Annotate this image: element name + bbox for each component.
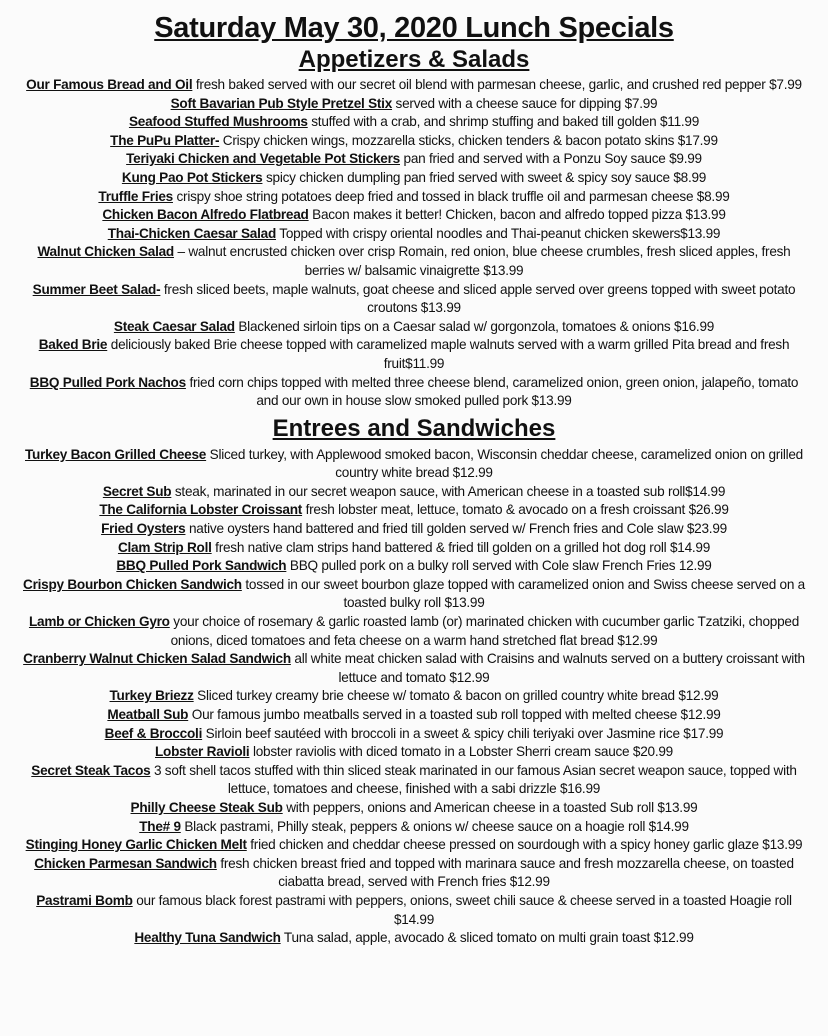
- menu-item-description: pan fried and served with a Ponzu Soy sauce $9.99: [399, 151, 702, 167]
- menu-item: [22, 225, 806, 244]
- menu-item-name: Thai-Chicken Caesar Salad: [107, 225, 277, 241]
- menu-item-description: fresh baked served with our secret oil blend with parmesan cheese, garlic, and crushed red pepper $7.99: [192, 77, 802, 92]
- menu-item-name: Kung Pao Pot Stickers: [121, 169, 263, 185]
- menu-item-description: Bacon makes it better! Chicken, bacon and alfredo topped pizza $13.99: [308, 207, 726, 223]
- menu-item-description: Topped with crispy oriental noodles and Thai-peanut chicken skewers$13.99: [276, 225, 721, 241]
- menu-item-description: tossed in our sweet bourbon glaze topped with caramelized onion and Swiss cheese served on a toasted bulky roll $13.99: [241, 576, 805, 611]
- menu-item: [22, 95, 806, 114]
- menu-item-name: Clam Strip Roll: [117, 539, 212, 555]
- menu-item-name: Turkey Bacon Grilled Cheese: [25, 446, 207, 462]
- menu-item-name: The# 9: [139, 818, 181, 834]
- menu-item-description: fried chicken and cheddar cheese pressed on sourdough with a spicy honey garlic glaze $13.99: [246, 837, 803, 853]
- menu-item: [22, 206, 806, 225]
- section-heading: Appetizers & Salads: [298, 46, 530, 73]
- menu-item: [22, 150, 806, 169]
- menu-item: [22, 336, 806, 373]
- menu-item: [22, 929, 806, 948]
- menu-item-description: Sliced turkey creamy brie cheese w/ tomato & bacon on grilled country white bread $12.99: [193, 688, 719, 704]
- menu-item-description: fresh native clam strips hand battered & fried till golden on a grilled hot dog roll $14.99: [211, 539, 711, 555]
- menu-item-name: Meatball Sub: [107, 707, 189, 722]
- menu-item-name: Turkey Briezz: [109, 688, 194, 704]
- menu-item: [22, 243, 806, 280]
- menu-item: [22, 169, 806, 188]
- menu-item-name: The PuPu Platter-: [110, 132, 220, 148]
- menu-item-name: Chicken Parmesan Sandwich: [34, 855, 217, 871]
- menu-item-description: Tuna salad, apple, avocado & sliced tomato on multi grain toast $12.99: [280, 930, 694, 946]
- menu-item-name: Healthy Tuna Sandwich: [134, 930, 281, 946]
- menu-item: [22, 281, 806, 318]
- menu-item-name: Walnut Chicken Salad: [37, 244, 174, 260]
- menu-item-name: Pastrami Bomb: [36, 892, 133, 908]
- page-title: Saturday May 30, 2020 Lunch Specials: [154, 12, 674, 44]
- menu-item-description: lobster raviolis with diced tomato in a Lobster Sherri cream sauce $20.99: [249, 744, 673, 760]
- menu-item-name: Teriyaki Chicken and Vegetable Pot Stickers: [126, 151, 400, 167]
- menu-item: [22, 113, 806, 132]
- menu-item-list: [22, 76, 806, 411]
- menu-item: [22, 687, 806, 706]
- menu-sections: [22, 46, 806, 948]
- menu-item: [22, 520, 806, 539]
- menu-item: [22, 725, 806, 744]
- menu-item-name: Lamb or Chicken Gyro: [28, 614, 170, 630]
- menu-item-name: Cranberry Walnut Chicken Salad Sandwich: [23, 651, 291, 667]
- menu-item: [22, 501, 806, 520]
- menu-item-name: Our Famous Bread and Oil: [26, 77, 193, 92]
- menu-item: [22, 132, 806, 151]
- menu-item-name: Stinging Honey Garlic Chicken Melt: [25, 837, 247, 853]
- menu-item-description: our famous black forest pastrami with peppers, onions, sweet chili sauce & cheese served in a toasted Hoagie roll $14.99: [132, 892, 792, 927]
- menu-item-name: BBQ Pulled Pork Nachos: [29, 374, 186, 390]
- menu-item-description: Sliced turkey, with Applewood smoked bacon, Wisconsin cheddar cheese, caramelized onion on grilled country white bread $12.99: [206, 446, 803, 481]
- menu-item-name: Truffle Fries: [98, 188, 173, 204]
- menu-item-description: Sirloin beef sautéed with broccoli in a sweet & spicy chili teriyaki over Jasmine rice $17.99: [202, 725, 724, 741]
- menu-item: [22, 855, 806, 892]
- menu-item-name: Soft Bavarian Pub Style Pretzel Stix: [170, 95, 393, 111]
- menu-item: [22, 650, 806, 687]
- menu-item-name: BBQ Pulled Pork Sandwich: [116, 558, 287, 574]
- menu-item-description: fried corn chips topped with melted three cheese blend, caramelized onion, green onion, jalapeño, tomato and our own in house slow smoked pulled pork $13.99: [185, 374, 799, 409]
- menu-item: [22, 743, 806, 762]
- menu-item-name: Steak Caesar Salad: [113, 318, 235, 334]
- menu-item-description: fresh lobster meat, lettuce, tomato & avocado on a fresh croissant $26.99: [302, 502, 729, 518]
- menu-item-name: Fried Oysters: [101, 521, 186, 537]
- menu-item: [22, 799, 806, 818]
- menu-item-name: Chicken Bacon Alfredo Flatbread: [102, 207, 309, 223]
- menu-item-description: deliciously baked Brie cheese topped with caramelized maple walnuts served with a warm grilled Pita bread and fresh fruit$11.99: [107, 337, 790, 371]
- menu-item-description: fresh sliced beets, maple walnuts, goat cheese and sliced apple served over greens topped with sweet potato croutons $13.99: [160, 281, 796, 316]
- menu-item-name: Summer Beet Salad-: [32, 281, 161, 297]
- menu-item: [22, 576, 806, 613]
- menu-item: [22, 613, 806, 650]
- menu-item-name: The California Lobster Croissant: [99, 502, 303, 518]
- menu-item-name: Lobster Ravioli: [155, 744, 250, 760]
- menu-item: [22, 762, 806, 799]
- menu-item: [22, 446, 806, 483]
- menu-item-name: Beef & Broccoli: [104, 725, 203, 741]
- menu-item-description: Crispy chicken wings, mozzarella sticks, chicken tenders & bacon potato skins $17.99: [219, 132, 718, 148]
- menu-item: [22, 374, 806, 411]
- menu-item: [22, 892, 806, 929]
- menu-item: [22, 188, 806, 207]
- menu-item-description: stuffed with a crab, and shrimp stuffing and baked till golden $11.99: [307, 114, 700, 130]
- menu-item: [22, 539, 806, 558]
- menu-item-name: Philly Cheese Steak Sub: [130, 799, 283, 815]
- menu-item: [22, 318, 806, 337]
- menu-item-description: with peppers, onions and American cheese in a toasted Sub roll $13.99: [282, 799, 698, 815]
- menu-item-name: Baked Brie: [38, 337, 108, 353]
- section-heading: Entrees and Sandwiches: [272, 414, 556, 442]
- menu-item-description: spicy chicken dumpling pan fried served with sweet & spicy soy sauce $8.99: [262, 169, 707, 185]
- menu-item-description: 3 soft shell tacos stuffed with thin sliced steak marinated in our famous Asian secret weapon sauce, topped with lettuce, tomatoes and cheese, finished with a sabi drizzle $16.99: [150, 762, 797, 797]
- menu-item-name: Crispy Bourbon Chicken Sandwich: [23, 576, 242, 592]
- menu-item-description: served with a cheese sauce for dipping $7.99: [392, 95, 658, 111]
- menu-item-description: your choice of rosemary & garlic roasted lamb (or) marinated chicken with cucumber garlic Tzatziki, chopped onions, diced tomatoes and feta cheese on a warm hand stretched flat bread $12.99: [169, 614, 800, 648]
- menu-item-description: native oysters hand battered and fried till golden served w/ French fries and Cole slaw $23.99: [185, 521, 727, 537]
- menu-item-name: Secret Steak Tacos: [31, 762, 151, 778]
- menu-item-name: Secret Sub: [102, 483, 172, 499]
- menu-item-description: – walnut encrusted chicken over crisp Romain, red onion, blue cheese crumbles, fresh sliced apples, fresh berries w/ balsamic vinaigrette $13.99: [173, 244, 791, 278]
- menu-item: [22, 76, 806, 95]
- menu-item-description: crispy shoe string potatoes deep fried and tossed in black truffle oil and parmesan cheese $8.99: [172, 188, 730, 204]
- menu-item-description: Black pastrami, Philly steak, peppers & onions w/ cheese sauce on a hoagie roll $14.99: [180, 818, 689, 834]
- menu-item-description: fresh chicken breast fried and topped with marinara sauce and fresh mozzarella cheese, on toasted ciabatta bread, served with French fries $12.99: [216, 855, 794, 890]
- menu-item-description: all white meat chicken salad with Craisins and walnuts served on a buttery croissant with lettuce and tomato $12.99: [290, 651, 805, 685]
- menu-item-name: Seafood Stuffed Mushrooms: [128, 114, 308, 130]
- menu-item: [22, 818, 806, 837]
- menu-item-list: [22, 446, 806, 948]
- menu-item: [22, 557, 806, 576]
- menu-item: [22, 836, 806, 855]
- menu-item: [22, 483, 806, 502]
- menu-item-description: Blackened sirloin tips on a Caesar salad w/ gorgonzola, tomatoes & onions $16.99: [234, 318, 715, 334]
- menu-item: [22, 706, 806, 725]
- menu-item-description: Our famous jumbo meatballs served in a toasted sub roll topped with melted cheese $12.99: [188, 707, 721, 722]
- menu-item-description: BBQ pulled pork on a bulky roll served with Cole slaw French Fries 12.99: [286, 558, 712, 574]
- menu-item-description: steak, marinated in our secret weapon sauce, with American cheese in a toasted sub roll$14.99: [171, 483, 726, 499]
